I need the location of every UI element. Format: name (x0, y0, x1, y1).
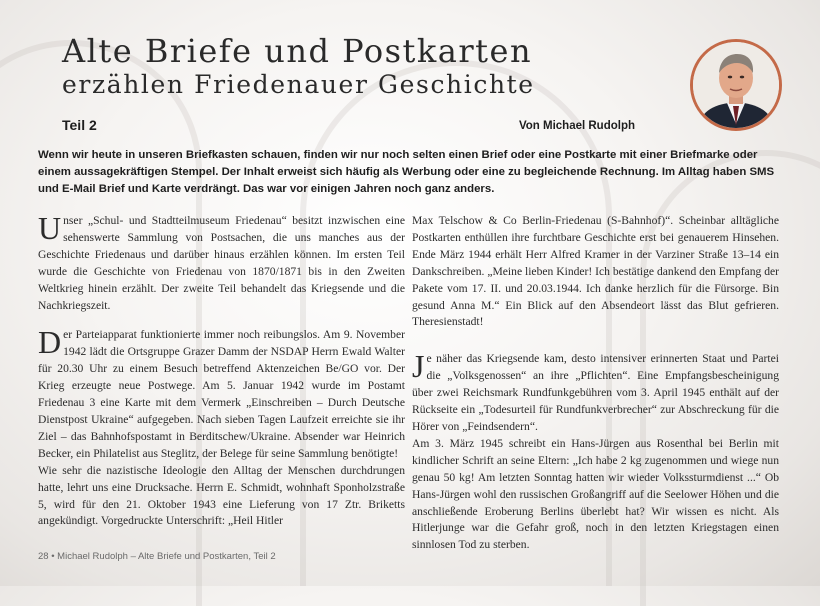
article-title: Alte Briefe und Postkarten (62, 32, 533, 70)
drop-cap: J (412, 348, 425, 385)
author-byline: Von Michael Rudolph (518, 120, 635, 132)
lead-paragraph: Wenn wir heute in unseren Briefkasten schauen, finden wir nur noch selten einen Brief oder eine Postkarte mit einer Briefmarke oder einem aussagekräftigen Stempel. Der Inhalt erweist sich häufig als Werbung oder eine zu begleichende Rechnung. Im Alltag haben SMS und E-Mail Brief und Karte verdrängt. Das war vor einigen Jahren noch ganz anders. (38, 149, 775, 195)
drop-cap: D (38, 324, 62, 361)
part-label: Teil 2 (62, 117, 97, 133)
paragraph: Max Telschow & Co Berlin-Friedenau (S-Bahnhof)“. Scheinbar alltägliche Postkarten enthüllen ihre furchtbare Geschichte erst bei genauerem Hinsehen. Ende März 1944 erhält Herr Alfred Kramer in der Varziner Straße 13–14 ein Dankschreiben. „Meine lieben Kinder! Ich bestätige dankend den Empfang der Pakete vom 17. II. und 20.03.1944. Ich danke herzlich für die Fürsorge. Bin gesund Anna M.“ Ein Blick auf den Absendeort lässt das Blut gefrieren. Theresienstadt! (412, 214, 779, 329)
paragraph (412, 348, 779, 436)
right-column (412, 213, 779, 567)
paragraph: Wie sehr die nazistische Ideologie den Alltag der Menschen durchdrungen hatte, lehrt uns eine Drucksache. Herrn E. Schmidt, wohnhaft Sponholzstraße 5, wird für den 21. Oktober 1943 eine Lieferung von 17 Ztr. Briketts angekündigt. Vorgedruckte Unterschrift: „Heil Hitler (38, 463, 405, 528)
paragraph (38, 210, 405, 314)
article-subtitle: erzählen Friedenauer Geschichte (62, 70, 535, 99)
paragraph: Am 3. März 1945 schreibt ein Hans-Jürgen aus Rosenthal bei Berlin mit kindlicher Schrift an seine Eltern: „Ich habe 2 kg zugenommen und wiege nun genau 50 kg! Am letzten Sonntag hatten wir wieder Volkssturmdienst ...“ Ob Hans-Jürgen wohl den russischen Großangriff auf die Seelower Höhen und die anschließende Eroberung Berlins überlebt hat? Wir wissen es nicht. Als Hitlerjunge war die Gefahr groß, noch in den letzten Kriegstagen einen sinnlosen Tod zu sterben. (412, 436, 779, 552)
left-column (38, 210, 405, 543)
paragraph (38, 324, 405, 462)
page-footer: 28 • Michael Rudolph – Alte Briefe und Postkarten, Teil 2 (38, 551, 276, 562)
paragraph-text: nser „Schul- und Stadtteilmuseum Friedenau“ besitzt inzwischen eine sehenswerte Sammlung von Postsachen, die uns manches aus der Geschichte Friedenaus und darüber hinaus erzählen können. Im ersten Teil wurde die Geschichte von Friedenau von 1870/1871 bis in den Zweiten Weltkrieg hinein erzählt. Der zweite Teil behandelt das Kriegsende und die Nachkriegszeit. (38, 214, 405, 312)
drop-cap: U (38, 210, 62, 246)
author-portrait (690, 39, 782, 131)
paragraph-text: er Parteiapparat funktionierte immer noch reibungslos. Am 9. November 1942 lädt die Ortsgruppe Grazer Damm der NSDAP Herrn Ewald Walter für 20.30 Uhr zu einem Besuch betreffend Aktenzeichen Be/GO vor. Der Krieg erzeugte neue Postwege. Am 5. Januar 1942 wurde im Postamt Friedenau 3 eine Karte mit dem Vermerk „Einschreiben – Durch Deutsche Dienstpost Ukraine“ aufgegeben. Nach sieben Tagen Laufzeit erreichte sie ihr Ziel – das Bahnhofspostamt in Berditschew/Ukraine. Absender war Heinrich Becker, ein Philatelist aus Steglitz, der Belege für seine Sammlung benötigte! (38, 328, 405, 460)
paragraph-text: e näher das Kriegsende kam, desto intensiver erinnerten Staat und Partei die „Volksgenossen“ an ihre „Pflichten“. Eine Empfangsbescheinigung über zwei Reichsmark Rundfunkgebühren vom 3. April 1945 enthält auf der Rückseite ein „Todesurteil für Rundfunkverbrecher“ zur Abschreckung für die Hörer von „Feindsendern“. (412, 352, 779, 433)
